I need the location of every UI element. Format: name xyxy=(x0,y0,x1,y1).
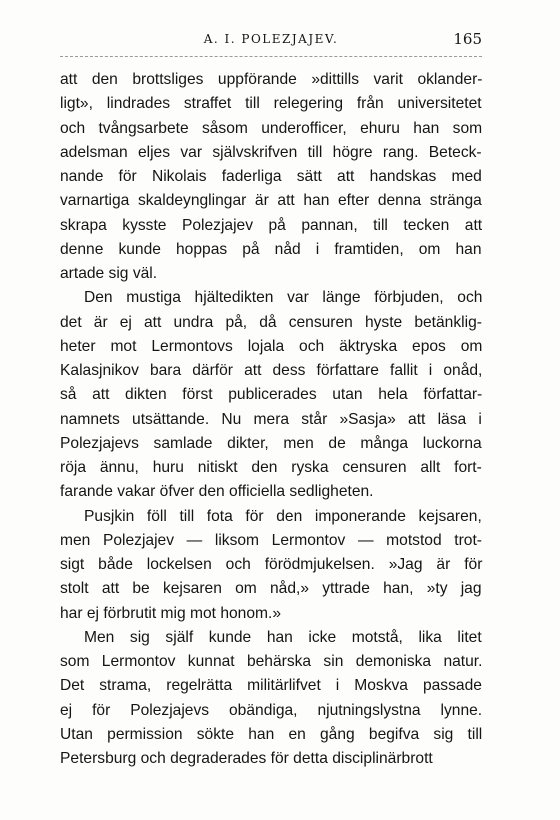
text-line: namnets utsättande. Nu mera står »Sasja» att läsa i xyxy=(60,410,482,428)
text-line: Den mustiga hjältedikten var länge förbjuden, och xyxy=(84,289,483,307)
text-line: att den brottsliges uppförande »dittills varit oklander- xyxy=(60,71,483,88)
text-line: skrapa kysste Polezjajev på pannan, till tecken att xyxy=(60,216,483,234)
paragraph xyxy=(60,286,482,504)
text-line: varnartiga skaldeynglingar är att han efter denna stränga xyxy=(60,192,482,210)
paragraph xyxy=(60,505,482,626)
text-line: artade sig väl. xyxy=(60,265,158,282)
paragraph xyxy=(60,626,482,772)
page-header xyxy=(60,30,482,54)
text-line: Kalasjnikov bara därför att dess författare fallit i onåd, xyxy=(60,362,483,379)
text-line: heter mot Lermontovs lojala och äktryska epos om xyxy=(60,337,483,355)
text-line: ej för Polezjajevs obändiga, njutningslystna lynne. xyxy=(60,701,483,719)
page-number: 165 xyxy=(453,30,482,48)
text-line: det är ej att undra på, då censuren hyste betänklig- xyxy=(60,313,482,331)
text-line: röja ännu, huru nitiskt den ryska censuren allt fort- xyxy=(60,459,482,476)
text-line: så att dikten först publicerades utan hela författar- xyxy=(60,386,483,404)
text-line: men Polezjajev — liksom Lermontov — motstod trot- xyxy=(60,531,482,549)
text-line: och tvångsarbete såsom underofficer, ehuru han som xyxy=(60,119,483,137)
text-line: adelsman eljes var självskrifven till högre rang. Beteck- xyxy=(60,143,482,161)
text-line: stolt att be kejsaren om nåd,» yttrade han, »ty jag xyxy=(60,580,482,598)
text-line: sigt både lockelsen och förödmjukelsen. »Jag är för xyxy=(60,556,483,573)
text-line: nande för Nikolais faderliga sätt att handskas med xyxy=(60,168,482,185)
text-line: Pusjkin föll till fota för den imponerande kejsaren, xyxy=(84,507,482,525)
text-line: som Lermontov kunnat behärska sin demoniska natur. xyxy=(60,653,483,670)
text-line: Det strama, regelrätta militärlifvet i Moskva passade xyxy=(60,677,482,695)
text-line: Utan permission sökte han en gång begifva sig till xyxy=(60,725,483,743)
text-line: ligt», lindrades straffet till relegering från universitetet xyxy=(60,95,482,113)
text-line: Polezjajevs samlade dikter, men de många luckorna xyxy=(60,434,482,452)
header-rule xyxy=(60,56,482,57)
text-line: farande vakar öfver den officiella sedligheten. xyxy=(60,483,374,501)
text-line: Petersburg och degraderades för detta disciplinärbrott xyxy=(60,750,433,767)
text-line: har ej förbrutit mig mot honom.» xyxy=(60,604,282,622)
paragraph xyxy=(60,68,482,286)
body-text xyxy=(60,68,482,771)
running-head: A. I. POLEZJAJEV. xyxy=(203,32,339,46)
text-line: denne kunde hoppas på nåd i framtiden, om han xyxy=(60,240,482,258)
text-line: Men sig själf kunde han icke motstå, lika litet xyxy=(84,628,482,646)
